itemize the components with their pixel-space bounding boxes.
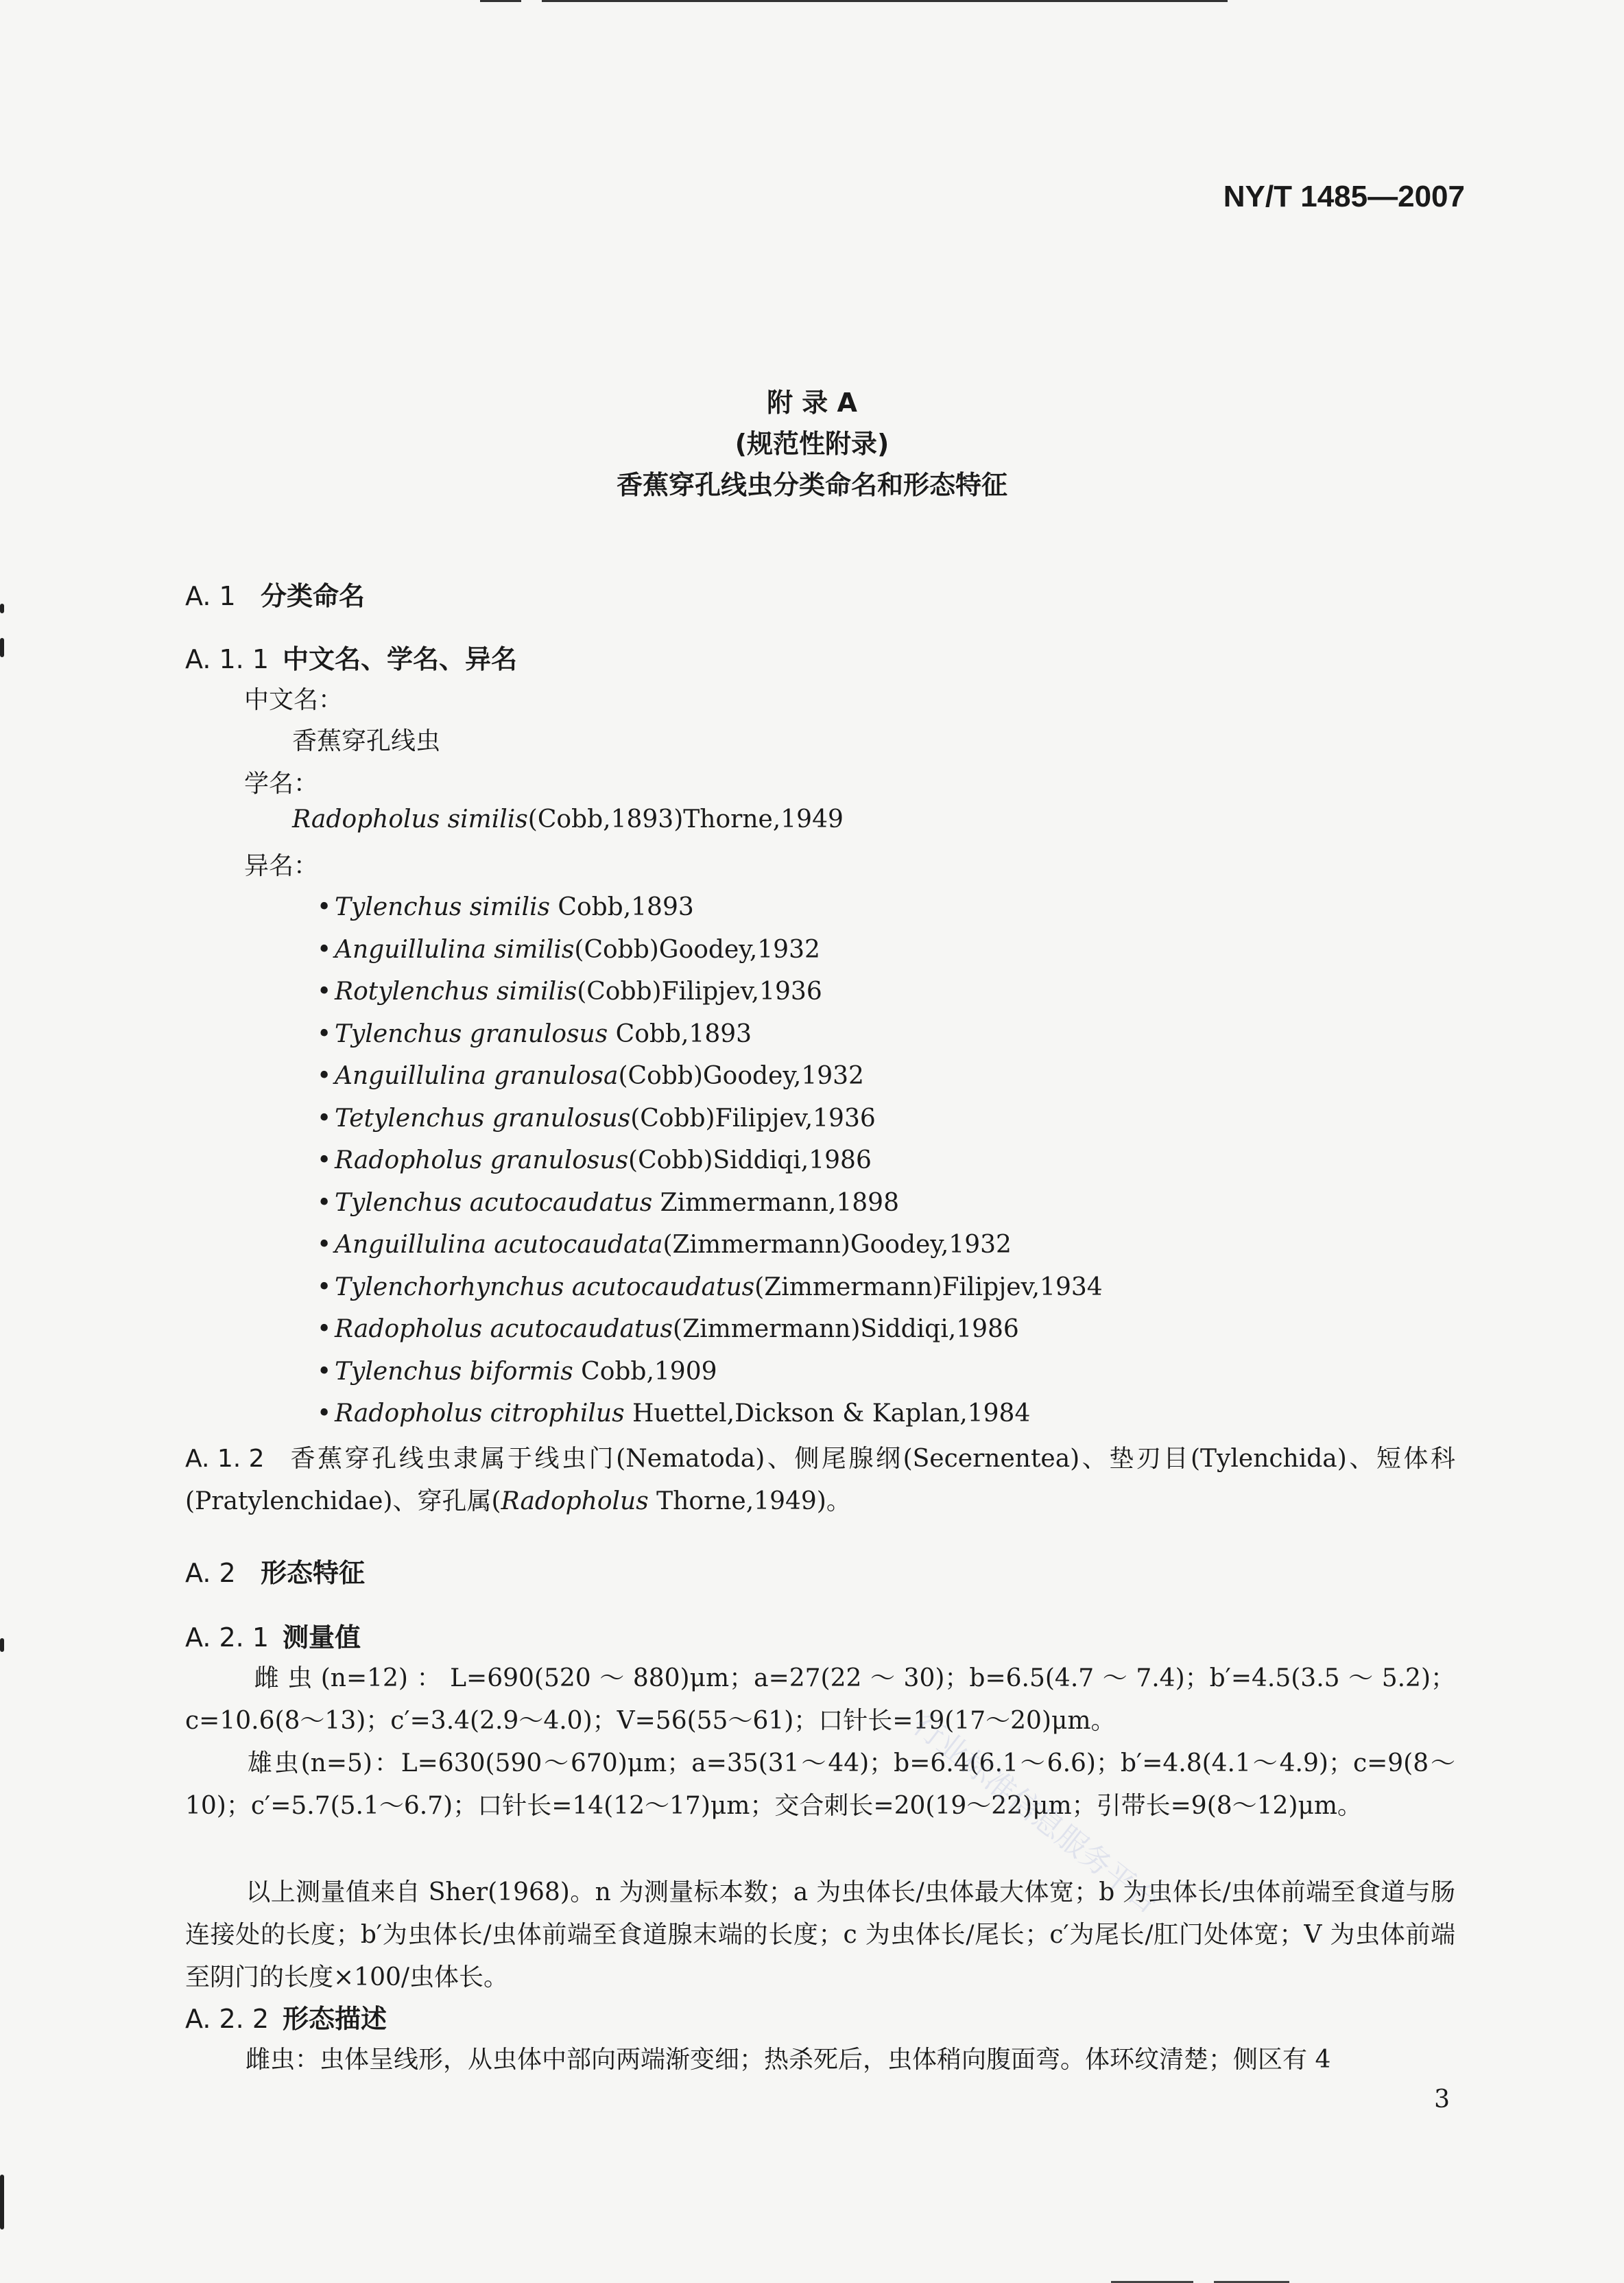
scientific-name: [292, 805, 844, 833]
list-item: • Tetylenchus granulosus(Cobb)Filipjev,1936: [317, 1104, 876, 1133]
section-a21-heading: [185, 1616, 361, 1654]
measurement-notes: 以上测量值来自 Sher(1968)。n 为测量标本数；a 为虫体长/虫体最大体宽；b 为虫体长/虫体前端至食道与肠连接处的长度；b′为虫体长/虫体前端至食道腺末端的长度；c 为虫体长/尾长；c′为尾长/肛门处体宽；V 为虫体前端至阴门的长度×100/虫体长。: [185, 1878, 1455, 1991]
section-a12-paragraph: A. 1. 2 香蕉穿孔线虫隶属于线虫门(Nematoda)、侧尾腺纲(Secernentea)、垫刃目(Tylenchida)、短体科(Pratylenchidae)、穿孔属(Radopholus Thorne,1949)。: [185, 1438, 1455, 1523]
watermark: 行业标准信息服务平台: [906, 1707, 1166, 1921]
appendix-title: 附 录 A: [767, 388, 857, 418]
list-item: • Radopholus granulosus(Cobb)Siddiqi,1986: [317, 1146, 872, 1174]
top-edge-line: [480, 0, 521, 2]
list-item: • Anguillulina similis(Cobb)Goodey,1932: [317, 935, 820, 964]
synonym-list: [317, 886, 1103, 1435]
section-number: A. 1: [185, 581, 236, 611]
section-title: 分类命名: [261, 581, 366, 611]
section-number: A. 2. 2: [185, 2004, 269, 2034]
section-number: A. 2. 1: [185, 1622, 269, 1653]
list-item: • Tylenchus similis Cobb,1893: [317, 893, 694, 921]
chinese-name-label: 中文名：: [244, 686, 344, 714]
section-a22-heading: [185, 1998, 387, 2035]
appendix-subtitle: (规范性附录): [735, 429, 889, 459]
scan-margin-mark: [0, 604, 4, 613]
scan-margin-mark: [0, 2175, 4, 2229]
list-item: • Anguillulina granulosa(Cobb)Goodey,1932: [317, 1062, 864, 1090]
male-measurements: 雄虫(n=5)：L=630(590～670)μm；a=35(31～44)；b=6.4(6.1～6.6)；b′=4.8(4.1～4.9)；c=9(8～10)；c′=5.7(5.1～6.7)；口针长=14(12～17)μm；交合刺长=20(19～22)μm；引带长=9(8～12)μm。: [185, 1749, 1456, 1820]
scientific-name-genus-species: Radopholus similis: [292, 805, 528, 833]
scan-margin-mark: [0, 638, 4, 657]
scan-margin-mark: [0, 1638, 4, 1652]
top-edge-line: [542, 0, 1228, 2]
section-number: A. 2: [185, 1558, 236, 1588]
standard-number: NY/T 1485—2007: [1223, 180, 1465, 213]
section-title: 形态描述: [283, 2004, 387, 2034]
chinese-name: 香蕉穿孔线虫: [292, 727, 441, 755]
section-title: 形态特征: [261, 1558, 366, 1588]
list-item: • Radopholus acutocaudatus(Zimmermann)Siddiqi,1986: [317, 1315, 1019, 1343]
morphology-description: 雌虫：虫体呈线形，从虫体中部向两端渐变细；热杀死后，虫体稍向腹面弯。体环纹清楚；侧区有 4: [246, 2046, 1331, 2074]
list-item: • Radopholus citrophilus Huettel,Dickson & Kaplan,1984: [317, 1399, 1031, 1428]
scientific-name-label: 学名：: [244, 770, 319, 798]
list-item: • Rotylenchus similis(Cobb)Filipjev,1936: [317, 978, 822, 1006]
section-number: A. 1. 2: [185, 1445, 265, 1473]
synonyms-label: 异名：: [244, 852, 319, 880]
female-measurements: 雌虫(n=12)：L=690(520～880)μm；a=27(22～30)；b=6.5(4.7～7.4)；b′=4.5(3.5～5.2)；c=10.6(8～13)；c′=3.4(2.9～4.0)；V=56(55～61)；口针长=19(17～20)μm。: [185, 1664, 1455, 1735]
section-a11-heading: [185, 638, 517, 676]
scientific-name-authority: (Cobb,1893)Thorne,1949: [527, 805, 844, 833]
page-number: 3: [1434, 2085, 1450, 2114]
section-title: 测量值: [283, 1622, 361, 1653]
list-item: • Tylenchus acutocaudatus Zimmermann,1898: [317, 1188, 899, 1217]
list-item: • Tylenchorhynchus acutocaudatus(Zimmermann)Filipjev,1934: [317, 1273, 1103, 1301]
appendix-heading: 香蕉穿孔线虫分类命名和形态特征: [616, 470, 1007, 500]
list-item: • Anguillulina acutocaudata(Zimmermann)Goodey,1932: [317, 1231, 1012, 1259]
section-number: A. 1. 1: [185, 644, 269, 674]
list-item: • Tylenchus granulosus Cobb,1893: [317, 1019, 752, 1048]
section-a1-heading: [185, 575, 365, 613]
list-item: • Tylenchus biformis Cobb,1909: [317, 1357, 717, 1386]
section-a2-heading: [185, 1552, 365, 1589]
section-title: 中文名、学名、异名: [283, 644, 518, 674]
